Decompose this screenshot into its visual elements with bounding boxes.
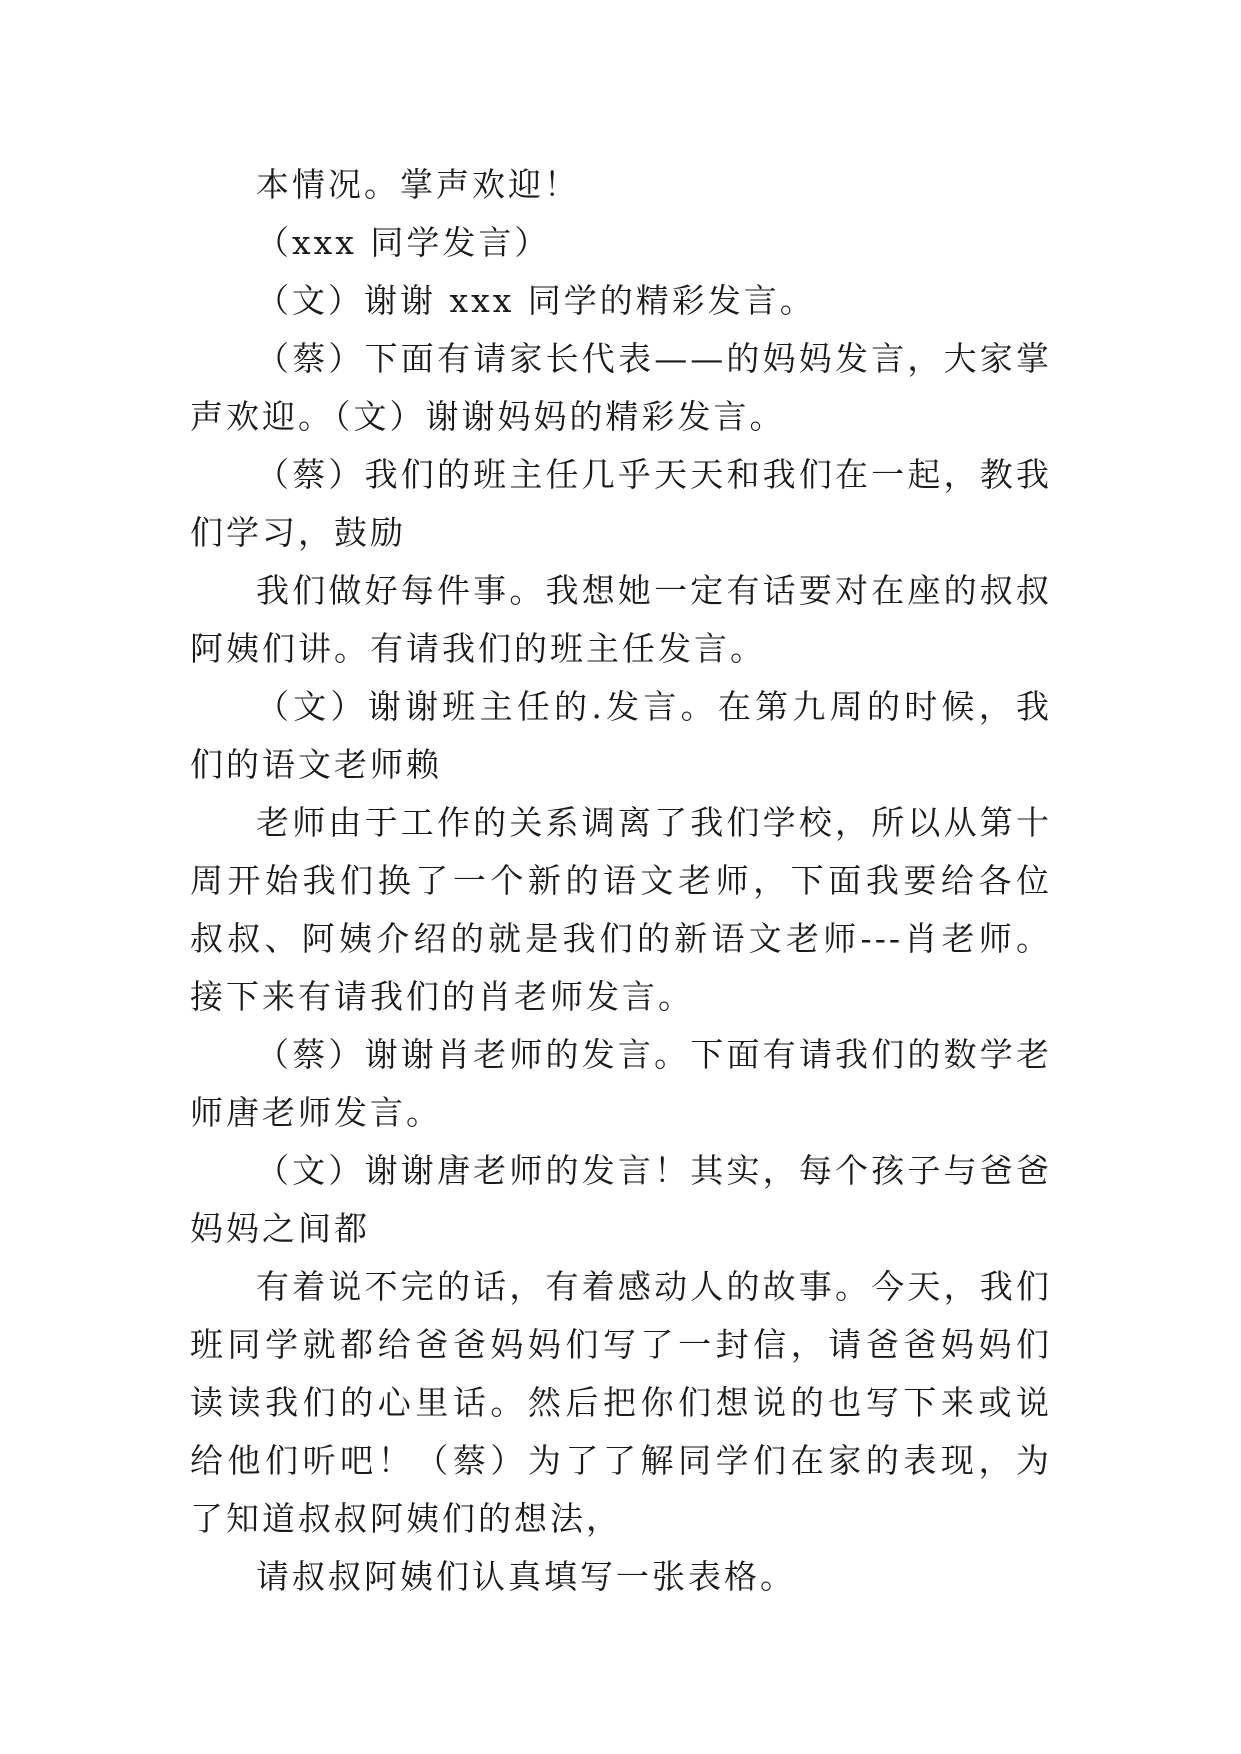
- paragraph: （蔡）我们的班主任几乎天天和我们在一起，教我们学习，鼓励: [190, 455, 1052, 552]
- paragraph: 我们做好每件事。我想她一定有话要对在座的叔叔阿姨们讲。有请我们的班主任发言。: [190, 571, 1052, 668]
- paragraph: 请叔叔阿姨们认真填写一张表格。: [256, 1557, 796, 1596]
- paragraph: （xxx 同学发言）: [256, 223, 551, 262]
- paragraph: （文）谢谢 xxx 同学的精彩发言。: [256, 281, 816, 320]
- paragraph: （文）谢谢班主任的.发言。在第九周的时候，我们的语文老师赖: [190, 687, 1052, 784]
- paragraph: 本情况。掌声欢迎！: [256, 165, 580, 204]
- paragraph: 老师由于工作的关系调离了我们学校，所以从第十周开始我们换了一个新的语文老师，下面我要给各位叔叔、阿姨介绍的就是我们的新语文老师---肖老师。接下来有请我们的肖老师发言。: [190, 803, 1052, 1016]
- paragraph: （蔡）下面有请家长代表——的妈妈发言，大家掌声欢迎。（文）谢谢妈妈的精彩发言。: [190, 339, 1052, 436]
- document-body: [190, 156, 1052, 1606]
- paragraph: （文）谢谢唐老师的发言！其实，每个孩子与爸爸妈妈之间都: [190, 1151, 1052, 1248]
- paragraph: （蔡）谢谢肖老师的发言。下面有请我们的数学老师唐老师发言。: [190, 1035, 1052, 1132]
- paragraph: 有着说不完的话，有着感动人的故事。今天，我们班同学就都给爸爸妈妈们写了一封信，请爸爸妈妈们读读我们的心里话。然后把你们想说的也写下来或说给他们听吧！（蔡）为了了解同学们在家的表现，为了知道叔叔阿姨们的想法，: [190, 1267, 1052, 1538]
